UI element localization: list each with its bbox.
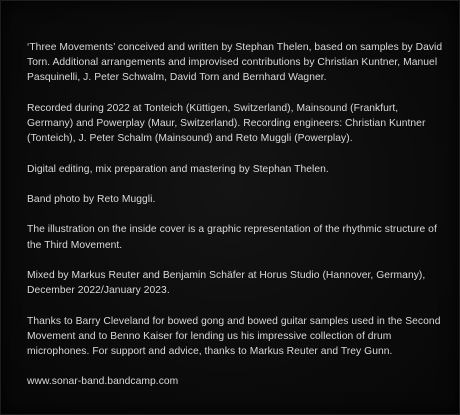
credits-paragraph-mastering: Digital editing, mix preparation and mastering by Stephan Thelen. bbox=[27, 163, 329, 175]
credits-paragraph-composition: ‘Three Movements’ conceived and written by Stephan Thelen, based on samples by David Torn. Additional arrangements and improvised contributions by Christian Kuntner, Manuel Pasquinelli, J. Peter Schwalm, David Torn and Bernhard Wagner. bbox=[27, 42, 443, 84]
credits-paragraph-mixing: Mixed by Markus Reuter and Benjamin Schäfer at Horus Studio (Hannover, Germany), December 2022/January 2023. bbox=[27, 269, 426, 297]
credits-paragraph-thanks: Thanks to Barry Cleveland for bowed gong and bowed guitar samples used in the Second Movement and to Benno Kaiser for lending us his impressive collection of drum microphones. For support and advice, thanks to Markus Reuter and Trey Gunn. bbox=[27, 315, 441, 357]
credits-paragraph-recording: Recorded during 2022 at Tonteich (Küttigen, Switzerland), Mainsound (Frankfurt, Germany) and Powerplay (Maur, Switzerland). Recording engineers: Christian Kuntner (Tonteich), J. Peter Schalm (Mainsound) and Reto Muggli (Powerplay). bbox=[27, 102, 426, 145]
credits-text-block bbox=[27, 40, 447, 390]
credits-paragraph-photo: Band photo by Reto Muggli. bbox=[27, 193, 156, 205]
credits-paragraph-illustration: The illustration on the inside cover is a graphic representation of the rhythmic structure of the Third Movement. bbox=[27, 224, 437, 251]
band-website-url: www.sonar-band.bandcamp.com bbox=[27, 376, 179, 388]
